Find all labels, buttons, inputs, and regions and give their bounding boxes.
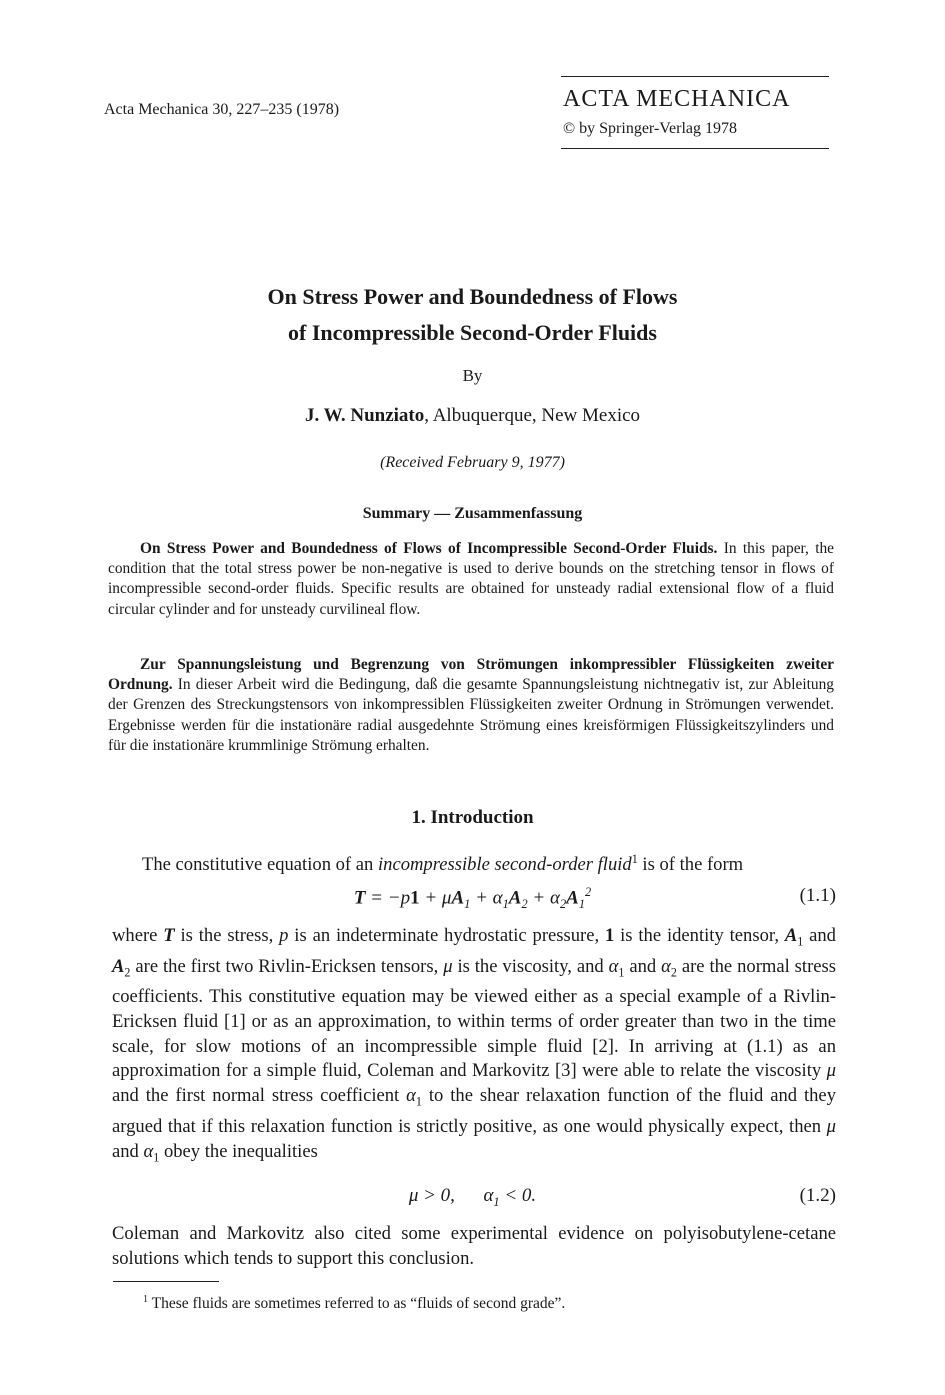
- by-label: By: [462, 366, 483, 385]
- abstract-english-text: In this paper, the condition that the total stress power be non-negative is used to derive bounds on the stretching tensor in flows of incompressible second-order fluids. Specific results are obtained for unsteady radial extensional flow of a fluid circular cylinder and for unsteady curvilineal flow.: [108, 540, 835, 618]
- abstract-english: [108, 539, 834, 620]
- equation-1-2-number: (1.2): [799, 1185, 836, 1206]
- footnote-text: These fluids are sometimes referred to as “fluids of second grade”.: [151, 1295, 566, 1313]
- paper-title-line-1: On Stress Power and Boundedness of Flows: [267, 284, 678, 309]
- copyright-notice: © by Springer-Verlag 1978: [563, 120, 738, 137]
- abstract-english-title: On Stress Power and Boundedness of Flows of Incompressible Second-Order Fluids.: [140, 540, 718, 557]
- equation-1-1-expression: $T = -p1 + \mu A_1 + \alpha_1A_2 + \alpha_2A_1^2$: [353, 885, 592, 912]
- journal-citation: Acta Mechanica 30, 227–235 (1978): [104, 101, 340, 118]
- journal-masthead: [561, 76, 829, 149]
- equation-1-1-number: (1.1): [799, 885, 836, 906]
- section-heading-introduction: 1. Introduction: [411, 807, 534, 828]
- equation-1-2-expression: μ > 0, $\alpha_1 < 0$.: [408, 1185, 537, 1209]
- journal-name: ACTA MECHANICA: [563, 86, 791, 112]
- footnote-divider: [113, 1281, 219, 1282]
- footnote-mark: 1: [143, 1294, 149, 1305]
- paper-title-line-2: of Incompressible Second-Order Fluids: [288, 320, 657, 345]
- author-line: [0, 405, 945, 427]
- intro-paragraph-1: The constitutive equation of an incompressible second-order fluid$^1$ is of the form: [142, 852, 744, 876]
- author-affiliation: , Albuquerque, New Mexico: [424, 405, 641, 426]
- intro-paragraph-3: Coleman and Markovitz also cited some experimental evidence on polyisobutylene-cetane solutions which tends to support this conclusion.: [112, 1223, 836, 1269]
- abstract-german: [108, 655, 834, 756]
- abstract-german-title: Zur Spannungsleistung und Begrenzung von Strömungen inkompressibler Flüssigkeiten zweiter Ordnung.: [108, 656, 834, 694]
- received-date: (Received February 9, 1977): [380, 454, 565, 471]
- author-name: J. W. Nunziato: [304, 405, 425, 426]
- abstract-german-text: In dieser Arbeit wird die Bedingung, daß die gesamte Spannungsleistung nichtnegativ ist, zur Ableitung der Grenzen des Streckungstensors von inkompressiblen Flüssigkeiten zweiter Ordnung in Strömungen verwendet. Ergebnisse werden für die instationäre radial ausgedehnte Strömung eines kreisförmigen Flüssigkeitszylinders und für die instationäre krummlinige Strömung erhalten.: [108, 676, 834, 754]
- intro-paragraph-2: where T is the stress, p is an indeterminate hydrostatic pressure, 1 is the identity tensor, $A_1$ and $A_2$ are the first two Rivlin-Ericksen tensors, μ is the viscosity, and $\alpha_1$ and $\alpha_2$ are the normal stress coefficients. This constitutive equation may be viewed either as a special example of a Rivlin-Ericksen fluid [1] or as an approximation, to within terms of order greater than two in the time scale, for slow motions of an incompressible simple fluid [2]. In arriving at (1.1) as an approximation for a simple fluid, Coleman and Markovitz [3] were able to relate the viscosity μ and the first normal stress coefficient $\alpha_1$ to the shear relaxation function of the fluid and they argued that if this relaxation function is strictly positive, as one would physically expect, then μ and $\alpha_1$ obey the inequalities: [112, 925, 836, 1165]
- footnote: [143, 1294, 565, 1313]
- summary-heading: Summary — Zusammenfassung: [362, 505, 583, 522]
- footnote-ref: 1: [631, 852, 638, 866]
